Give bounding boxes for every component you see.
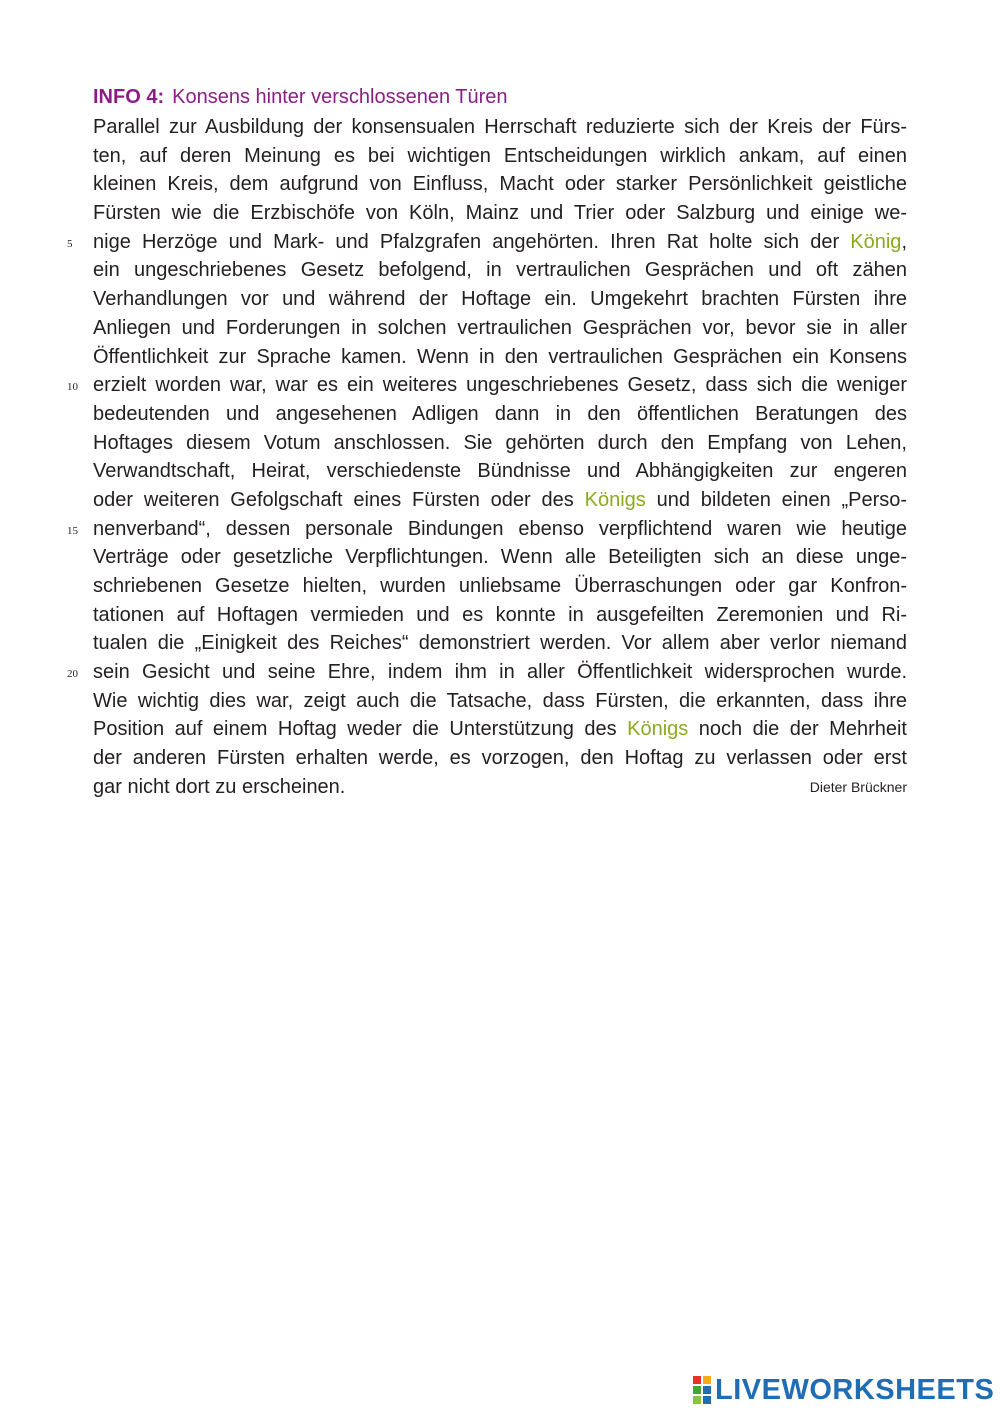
text-line bbox=[93, 429, 907, 458]
text-segment: und bildeten einen „Perso- bbox=[645, 488, 908, 511]
text-line bbox=[93, 715, 907, 744]
text-line bbox=[93, 687, 907, 716]
text-segment: Parallel zur Ausbildung der konsensualen Herrschaft reduzierte sich der Kreis der Fürs- bbox=[93, 116, 907, 138]
article-body bbox=[67, 113, 908, 802]
liveworksheets-logo bbox=[693, 1373, 994, 1407]
text-segment: Öffentlichkeit zur Sprache kamen. Wenn in den vertraulichen Gesprächen ein Konsens bbox=[93, 345, 907, 368]
logo-square bbox=[703, 1386, 711, 1394]
logo-square bbox=[703, 1396, 711, 1404]
text-segment: gar nicht dort zu erscheinen. bbox=[93, 775, 346, 798]
info-heading bbox=[93, 84, 508, 110]
text-line bbox=[67, 658, 907, 687]
text-segment: Anliegen und Forderungen in solchen vertraulichen Gesprächen vor, bevor sie in aller bbox=[93, 316, 907, 339]
text-line bbox=[93, 629, 907, 658]
text-line bbox=[93, 314, 907, 343]
text-line bbox=[93, 601, 907, 630]
logo-square bbox=[703, 1376, 711, 1384]
info-label: INFO 4: bbox=[93, 86, 165, 108]
text-segment: der anderen Fürsten erhalten werde, es vorzogen, den Hoftag zu verlassen oder erst bbox=[93, 747, 907, 770]
text-line bbox=[93, 142, 907, 171]
logo-square bbox=[693, 1376, 701, 1384]
text-segment: bedeutenden und angesehenen Adligen dann in den öffentlichen Beratungen des bbox=[93, 402, 907, 425]
text-line bbox=[67, 515, 907, 544]
text-segment: nenverband“, dessen personale Bindungen ebenso verpflichtend waren wie heutige bbox=[93, 517, 907, 540]
text-segment: , bbox=[901, 230, 907, 253]
text-line bbox=[93, 199, 907, 228]
text-segment: tationen auf Hoftagen vermieden und es konnte in ausgefeilten Zeremonien und Ri- bbox=[93, 603, 907, 626]
text-line bbox=[93, 343, 907, 372]
text-segment: Verhandlungen vor und während der Hoftage ein. Umgekehrt brachten Fürsten ihre bbox=[93, 288, 907, 311]
text-segment: sein Gesicht und seine Ehre, indem ihm in aller Öffentlichkeit widersprochen wurde. bbox=[93, 661, 907, 684]
text-segment: tualen die „Einigkeit des Reiches“ demonstriert werden. Vor allem aber verlor niemand bbox=[93, 632, 907, 655]
text-line bbox=[93, 256, 907, 285]
text-line bbox=[93, 486, 907, 515]
text-segment: nige Herzöge und Mark- und Pfalzgrafen angehörten. Ihren Rat holte sich der bbox=[93, 230, 851, 253]
line-number: 20 bbox=[67, 668, 78, 681]
highlighted-term: Königs bbox=[584, 488, 646, 511]
line-number: 5 bbox=[67, 237, 73, 250]
logo-square bbox=[693, 1386, 701, 1394]
text-segment: kleinen Kreis, dem aufgrund von Einfluss, Macht oder starker Persönlichkeit geistliche bbox=[93, 173, 907, 196]
highlighted-term: Königs bbox=[627, 718, 689, 741]
text-segment: Verträge oder gesetzliche Verpflichtungen. Wenn alle Beteiligten sich an diese unge- bbox=[93, 546, 907, 569]
text-line bbox=[67, 228, 907, 257]
text-segment: Fürsten wie die Erzbischöfe von Köln, Mainz und Trier oder Salzburg und einige we- bbox=[93, 202, 907, 225]
text-line bbox=[93, 773, 907, 802]
text-segment: ein ungeschriebenes Gesetz befolgend, in vertraulichen Gesprächen und oft zähen bbox=[93, 259, 907, 282]
text-line bbox=[67, 371, 907, 400]
text-segment: oder weiteren Gefolgschaft eines Fürsten oder des bbox=[93, 488, 585, 511]
text-segment: schriebenen Gesetze hielten, wurden unliebsame Überraschungen oder gar Konfron- bbox=[93, 575, 907, 597]
text-segment: Position auf einem Hoftag weder die Unterstützung des bbox=[93, 718, 628, 741]
text-segment: ten, auf deren Meinung es bei wichtigen Entscheidungen wirklich ankam, auf einen bbox=[93, 144, 907, 167]
info-title: Konsens hinter verschlossenen Türen bbox=[172, 86, 508, 108]
text-segment: noch die der Mehrheit bbox=[688, 718, 907, 741]
liveworksheets-logo-icon bbox=[693, 1376, 711, 1404]
text-line bbox=[93, 285, 907, 314]
liveworksheets-logo-text: LIVEWORKSHEETS bbox=[715, 1374, 995, 1406]
text-segment: Verwandtschaft, Heirat, verschiedenste Bündnisse und Abhängigkeiten zur engeren bbox=[93, 460, 907, 483]
text-line bbox=[93, 457, 907, 486]
highlighted-term: König bbox=[850, 230, 902, 253]
text-line bbox=[93, 543, 907, 572]
line-number: 10 bbox=[67, 381, 78, 394]
line-number: 15 bbox=[67, 524, 78, 537]
text-line bbox=[93, 744, 907, 773]
text-segment: erzielt worden war, war es ein weiteres ungeschriebenes Gesetz, dass sich die weniger bbox=[93, 374, 907, 397]
text-line bbox=[93, 170, 907, 199]
text-segment: Wie wichtig dies war, zeigt auch die Tatsache, dass Fürsten, die erkannten, dass ihre bbox=[93, 689, 907, 712]
text-line bbox=[93, 113, 907, 142]
text-line bbox=[93, 572, 907, 601]
logo-square bbox=[693, 1396, 701, 1404]
text-line bbox=[93, 400, 907, 429]
author-name: Dieter Brückner bbox=[809, 778, 907, 795]
text-segment: Hoftages diesem Votum anschlossen. Sie gehörten durch den Empfang von Lehen, bbox=[93, 431, 907, 454]
